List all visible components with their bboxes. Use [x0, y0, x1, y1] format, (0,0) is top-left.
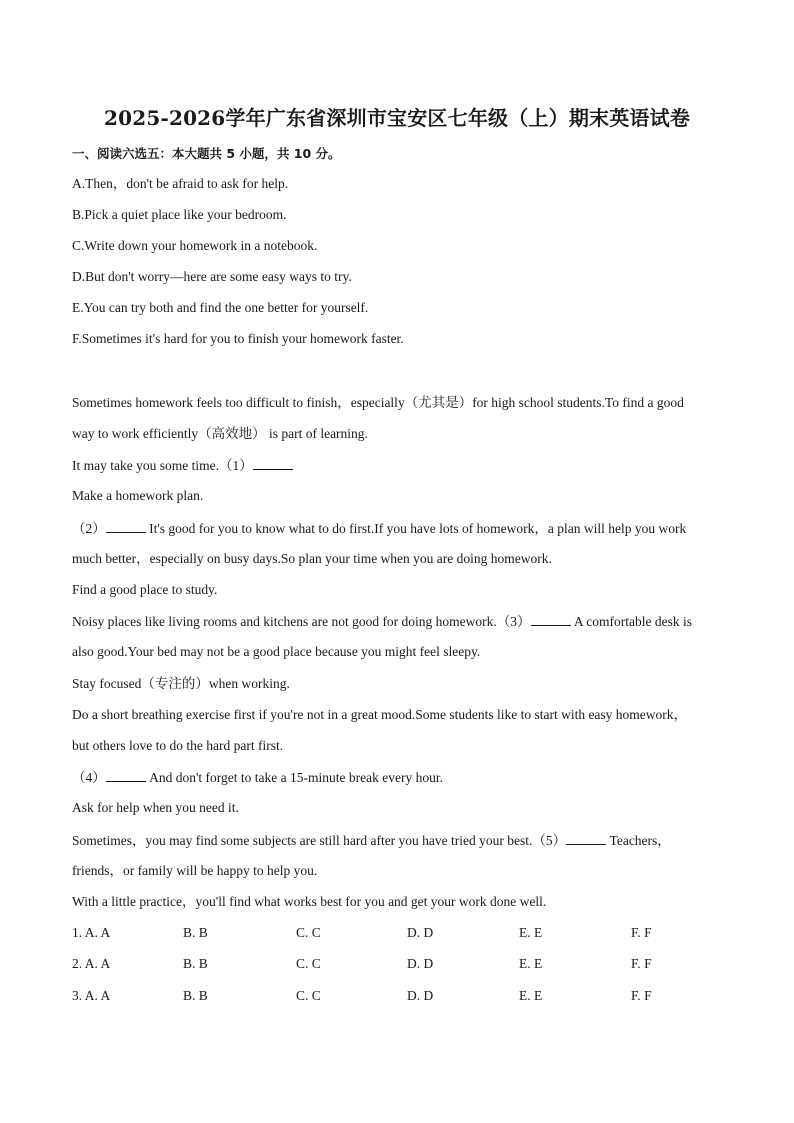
passage-line	[72, 830, 722, 851]
option-f: F.Sometimes it's hard for you to finish your homework faster.	[72, 331, 404, 346]
choice-label: A. A	[84, 925, 111, 940]
question-number: 1.	[72, 925, 83, 940]
question-row-1	[72, 923, 722, 943]
choice-label: A. A	[84, 988, 111, 1003]
option-d: D.But don't worry—here are some easy ways to try.	[72, 269, 352, 284]
question-row-2	[72, 954, 722, 974]
option-c: C.Write down your homework in a notebook.	[72, 238, 318, 253]
question-2-choice-d[interactable]: D. D	[407, 956, 434, 971]
passage-line	[72, 455, 722, 476]
option-b: B.Pick a quiet place like your bedroom.	[72, 207, 287, 222]
question-1-choice-f[interactable]: F. F	[631, 925, 652, 940]
passage-text: And don't forget to take a 15-minute break every hour.	[145, 770, 443, 785]
passage-text: （4）	[72, 770, 106, 785]
blank-2	[106, 518, 146, 533]
passage-line: way to work efficiently（高效地） is part of learning.	[72, 426, 368, 441]
passage-text: It may take you some time.（1）	[72, 458, 253, 473]
passage-text: Sometimes，you may find some subjects are still hard after you have tried your best.（5）	[72, 833, 567, 848]
question-number: 3.	[72, 988, 83, 1003]
question-row-3	[72, 986, 722, 1006]
passage-line	[72, 611, 722, 632]
passage-line: With a little practice，you'll find what works best for you and get your work done well.	[72, 894, 547, 909]
question-3-choice-b[interactable]: B. B	[183, 988, 208, 1003]
passage-line: friends，or family will be happy to help you.	[72, 863, 318, 878]
question-2-choice-a[interactable]	[72, 954, 110, 974]
passage-line: but others love to do the hard part first.	[72, 738, 284, 753]
choice-label: A. A	[84, 956, 111, 971]
section-heading: 一、阅读六选五：本大题共 5 小题，共 10 分。	[72, 146, 341, 161]
blank-1	[253, 455, 293, 470]
subheading-place: Find a good place to study.	[72, 582, 218, 597]
passage-line: Do a short breathing exercise first if you're not in a great mood.Some students like to start with easy homework，	[72, 707, 688, 722]
question-1-choice-b[interactable]: B. B	[183, 925, 208, 940]
passage-line: also good.Your bed may not be a good place because you might feel sleepy.	[72, 644, 481, 659]
question-2-choice-f[interactable]: F. F	[631, 956, 652, 971]
subheading-help: Ask for help when you need it.	[72, 800, 239, 815]
subheading-plan: Make a homework plan.	[72, 488, 204, 503]
question-3-choice-c[interactable]: C. C	[296, 988, 321, 1003]
passage-text: A comfortable desk is	[570, 614, 693, 629]
passage-text: Teachers，	[606, 833, 671, 848]
passage-text: It's good for you to know what to do first.If you have lots of homework，a plan will help you work	[145, 521, 687, 536]
passage-text: （2）	[72, 521, 106, 536]
question-3-choice-a[interactable]	[72, 986, 110, 1006]
question-2-choice-e[interactable]: E. E	[519, 956, 543, 971]
question-2-choice-c[interactable]: C. C	[296, 956, 321, 971]
blank-5	[566, 830, 606, 845]
passage-line: Sometimes homework feels too difficult to finish，especially（尤其是）for high school students.To find a good	[72, 395, 684, 410]
question-number: 2.	[72, 956, 83, 971]
passage-line	[72, 518, 722, 539]
option-e: E.You can try both and find the one better for yourself.	[72, 300, 369, 315]
option-a: A.Then，don't be afraid to ask for help.	[72, 176, 289, 191]
question-3-choice-d[interactable]: D. D	[407, 988, 434, 1003]
passage-text: Noisy places like living rooms and kitchens are not good for doing homework.（3）	[72, 614, 531, 629]
passage-line: much better，especially on busy days.So plan your time when you are doing homework.	[72, 551, 552, 566]
question-3-choice-e[interactable]: E. E	[519, 988, 543, 1003]
passage-line	[72, 767, 722, 788]
question-1-choice-d[interactable]: D. D	[407, 925, 434, 940]
question-1-choice-a[interactable]	[72, 923, 110, 943]
blank-4	[106, 767, 146, 782]
question-2-choice-b[interactable]: B. B	[183, 956, 208, 971]
question-1-choice-e[interactable]: E. E	[519, 925, 543, 940]
subheading-focus: Stay focused（专注的）when working.	[72, 676, 290, 691]
blank-3	[531, 611, 571, 626]
question-1-choice-c[interactable]: C. C	[296, 925, 321, 940]
page-title: 2025-2026学年广东省深圳市宝安区七年级（上）期末英语试卷	[103, 106, 691, 130]
question-3-choice-f[interactable]: F. F	[631, 988, 652, 1003]
